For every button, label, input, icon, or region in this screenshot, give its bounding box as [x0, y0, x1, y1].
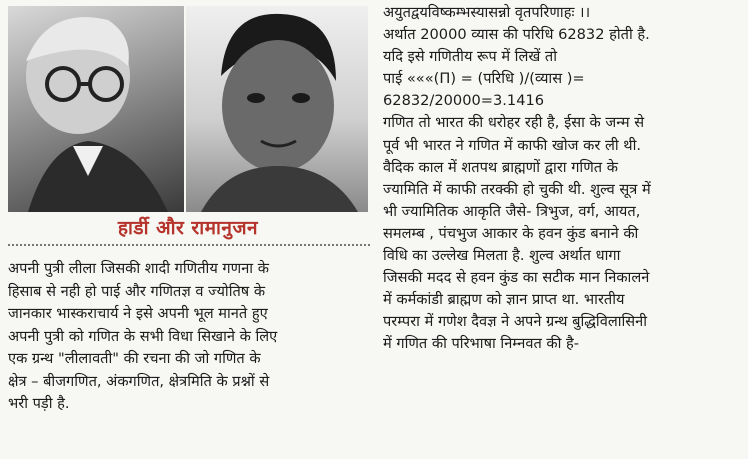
left-column-text — [8, 258, 370, 416]
text-line: में कर्मकांडी ब्राह्मण को ज्ञान प्राप्त था. भारतीय — [383, 291, 625, 309]
text-line: वैदिक काल में शतपथ ब्राह्मणों द्वारा गणित के — [383, 158, 618, 176]
text-line: समलम्ब , पंचभुज आकार के हवन कुंड बनाने की — [383, 224, 639, 242]
text-line: अपनी पुत्री को गणित के सभी विधा सिखाने के लिए — [8, 327, 278, 345]
text-line: ज्यामिति में काफी तरक्की हो चुकी थी. शुल्व सूत्र में — [383, 180, 651, 198]
text-line: 62832/20000=3.1416 — [383, 92, 545, 110]
hardy-portrait-drawing — [8, 6, 184, 212]
text-line: अर्थात 20000 व्यास की परिधि 62832 होती है. — [383, 26, 650, 44]
text-line: क्षेत्र – बीजगणित, अंकगणित, क्षेत्रमिति के प्रश्नों से — [8, 372, 270, 390]
ramanujan-portrait-drawing — [186, 6, 368, 212]
text-line: जानकार भास्कराचार्य ने इसे अपनी भूल मानते हुए — [8, 305, 268, 322]
text-line: विधि का उल्लेख मिलता है. शुल्व अर्थात धागा — [383, 247, 621, 265]
text-line: पूर्व भी भारत ने गणित में काफी खोज कर ली थी. — [383, 136, 642, 154]
text-line: हिसाब से नही हो पाई और गणितज्ञ व ज्योतिष के — [8, 282, 266, 300]
dotted-divider — [8, 244, 370, 246]
text-line: पाई «««(Π) = (परिधि )/(व्यास )= — [383, 70, 585, 88]
right-column-text — [383, 2, 743, 356]
text-line: एक ग्रन्थ "लीलावती" की रचना की जो गणित के — [8, 350, 261, 367]
text-line: भरी पड़ी है. — [8, 395, 70, 412]
text-line: गणित तो भारत की धरोहर रही है, ईसा के जन्म से — [383, 114, 645, 132]
photo-caption: हार्डी और रामानुजन — [117, 217, 259, 239]
text-line: जिसकी मदद से हवन कुंड का सटीक मान निकालने — [383, 269, 650, 287]
text-line: में गणित की परिभाषा निम्नवत की है- — [383, 335, 580, 353]
photo-panel — [8, 6, 368, 212]
ramanujan-photo — [186, 6, 368, 212]
text-line: अयुतद्वयविष्कम्भस्यासन्नो वृतपरिणाहः ।। — [383, 4, 591, 21]
text-line: परम्परा में गणेश दैवज्ञ ने अपने ग्रन्थ बुद्धिविलासिनी — [383, 313, 648, 331]
text-line: अपनी पुत्री लीला जिसकी शादी गणितीय गणना के — [8, 260, 269, 277]
text-line: भी ज्यामितिक आकृति जैसे- त्रिभुज, वर्ग, आयत, — [383, 202, 641, 220]
text-line: यदि इसे गणितीय रूप में लिखें तो — [383, 48, 558, 66]
hardy-photo — [8, 6, 184, 212]
